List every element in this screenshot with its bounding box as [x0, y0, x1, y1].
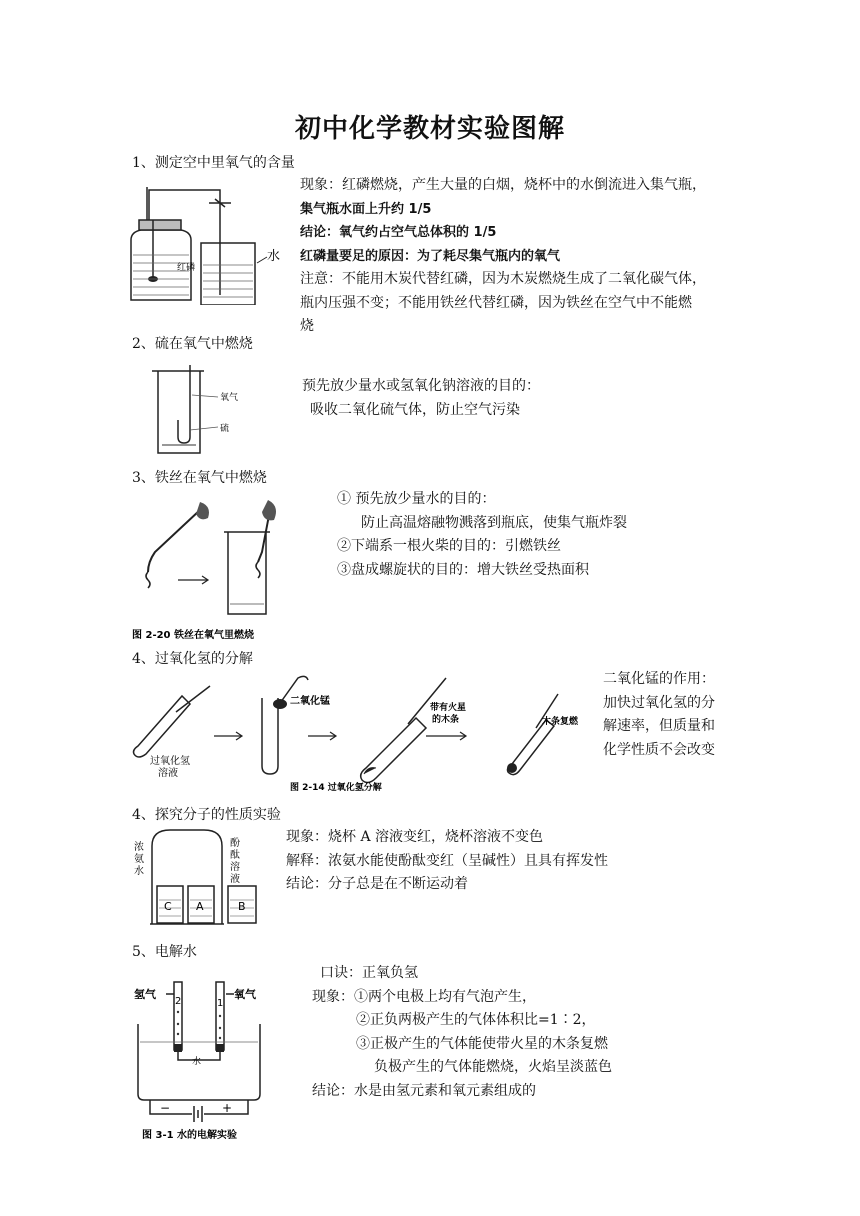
label-phenol-3: 溶 — [230, 862, 240, 873]
s2-line-2: 吸收二氧化硫气体，防止空气污染 — [310, 401, 520, 418]
s5-line-2: 解释：浓氨水能使酚酞变红（呈碱性）且具有挥发性 — [286, 852, 608, 869]
s6-line-1: 口诀：正氧负氢 — [320, 965, 418, 981]
label-phenol-1: 酚 — [230, 838, 240, 849]
label-oxygen: 氧气 — [234, 988, 256, 1001]
label-mno2: 二氧化锰 — [290, 696, 330, 707]
section-6-text — [312, 962, 612, 1103]
label-phosphorus: 红磷 — [177, 263, 196, 273]
label-b: B — [238, 900, 246, 913]
section-5-text — [286, 826, 608, 897]
iron-wire-combustion-figure — [130, 492, 280, 644]
section-5-heading: 4、探究分子的性质实验 — [132, 807, 281, 823]
s3-line-2: 防止高温熔融物溅落到瓶底，使集气瓶炸裂 — [361, 514, 627, 531]
sulfur-combustion-figure — [148, 365, 258, 460]
label-a: A — [196, 900, 204, 913]
air-oxygen-apparatus-figure — [125, 185, 295, 305]
s6-line-6: 结论：水是由氢元素和氧元素组成的 — [312, 1082, 536, 1099]
section-4-heading: 4、过氧化氢的分解 — [132, 651, 253, 667]
electrolysis-figure — [130, 972, 280, 1144]
s3-line-3: ②下端系一根火柴的目的：引燃铁丝 — [337, 538, 561, 554]
label-minus: − — [160, 1101, 171, 1115]
label-splint-1: 带有火星 — [430, 703, 467, 713]
s3-line-1: ① 预先放少量水的目的： — [337, 491, 496, 507]
label-h2o2-2: 溶液 — [158, 768, 178, 779]
label-ammonia-3: 水 — [134, 866, 144, 877]
label-ammonia-1: 浓 — [134, 842, 144, 853]
s6-line-5: 负极产生的气体能燃烧，火焰呈淡蓝色 — [374, 1059, 612, 1075]
s4-line-4: 化学性质不会改变 — [603, 741, 715, 758]
s1-line-5: 注意：不能用木炭代替红磷，因为木炭燃烧生成了二氧化碳气体， — [300, 271, 706, 287]
h2o2-decomposition-figure — [130, 668, 592, 796]
figure-caption: 图 2-20 铁丝在氧气里燃烧 — [132, 630, 254, 641]
s1-line-2: 集气瓶水面上升约 1/5 — [300, 201, 432, 217]
label-h2o2-1: 过氧化氢 — [150, 756, 190, 767]
tongs-left — [148, 510, 200, 572]
s4-line-2: 加快过氧化氢的分 — [603, 694, 715, 711]
tube-left — [174, 982, 182, 1050]
s5-line-1: 现象：烧杯 A 溶液变红，烧杯溶液不变色 — [286, 829, 544, 845]
label-plus: + — [222, 1101, 233, 1115]
label-phenol-4: 液 — [230, 874, 240, 885]
s1-line-4: 红磷量要足的原因：为了耗尽集气瓶内的氧气 — [300, 248, 561, 264]
section-4-text — [603, 668, 743, 762]
label-water: 水 — [192, 1057, 202, 1067]
label-ammonia-2: 氨 — [134, 854, 144, 865]
s5-line-3: 结论：分子总是在不断运动着 — [286, 876, 468, 892]
s6-line-4: ③正极产生的气体能使带火星的木条复燃 — [356, 1035, 608, 1052]
section-6-heading: 5、电解水 — [132, 944, 197, 960]
s2-line-1: 预先放少量水或氢氧化钠溶液的目的： — [302, 378, 540, 394]
label-tube-right-num: 1 — [217, 998, 224, 1009]
test-tube-1 — [134, 696, 191, 757]
s6-line-2: 现象：①两个电极上均有气泡产生， — [312, 988, 536, 1005]
s4-line-3: 解速率，但质量和 — [603, 718, 715, 734]
s1-line-7: 烧 — [300, 318, 314, 334]
stopper — [139, 220, 181, 230]
s1-line-3: 结论：氧气约占空气总体积的 1/5 — [300, 225, 497, 240]
s3-line-4: ③盘成螺旋状的目的：增大铁丝受热面积 — [337, 561, 589, 578]
section-1-heading: 1、测定空中里氧气的含量 — [132, 155, 295, 171]
s1-line-1: 现象：红磷燃烧，产生大量的白烟，烧杯中的水倒流进入集气瓶， — [300, 177, 706, 193]
section-3-heading: 3、铁丝在氧气中燃烧 — [132, 470, 267, 486]
label-hydrogen: 氢气 — [134, 988, 156, 1001]
figure-caption: 图 3-1 水的电解实验 — [142, 1130, 238, 1141]
s4-line-1: 二氧化锰的作用： — [603, 671, 715, 687]
label-tube-left-num: 2 — [175, 996, 182, 1007]
figure-caption: 图 2-14 过氧化氢分解 — [290, 783, 382, 793]
molecule-motion-figure — [130, 826, 280, 928]
s1-line-6: 瓶内压强不变；不能用铁丝代替红磷，因为铁丝在空气中不能燃 — [300, 294, 692, 311]
label-oxygen: 氧气 — [220, 393, 239, 403]
section-3-text — [337, 488, 627, 582]
section-2-heading: 2、硫在氧气中燃烧 — [132, 336, 253, 352]
beaker — [201, 243, 255, 305]
s6-line-3: ②正负两极产生的气体体积比=1∶2， — [356, 1012, 596, 1028]
page-title: 初中化学教材实验图解 — [294, 114, 565, 144]
label-splint-2: 的木条 — [432, 715, 460, 725]
section-2-text — [302, 375, 540, 422]
label-relight: 木条复燃 — [542, 717, 579, 727]
bell-jar — [152, 830, 222, 924]
label-phenol-2: 酞 — [230, 850, 240, 861]
label-sulfur: 硫 — [220, 424, 230, 434]
label-c: C — [164, 900, 172, 913]
label-water: 水 — [267, 249, 281, 264]
section-1-text — [300, 174, 740, 339]
